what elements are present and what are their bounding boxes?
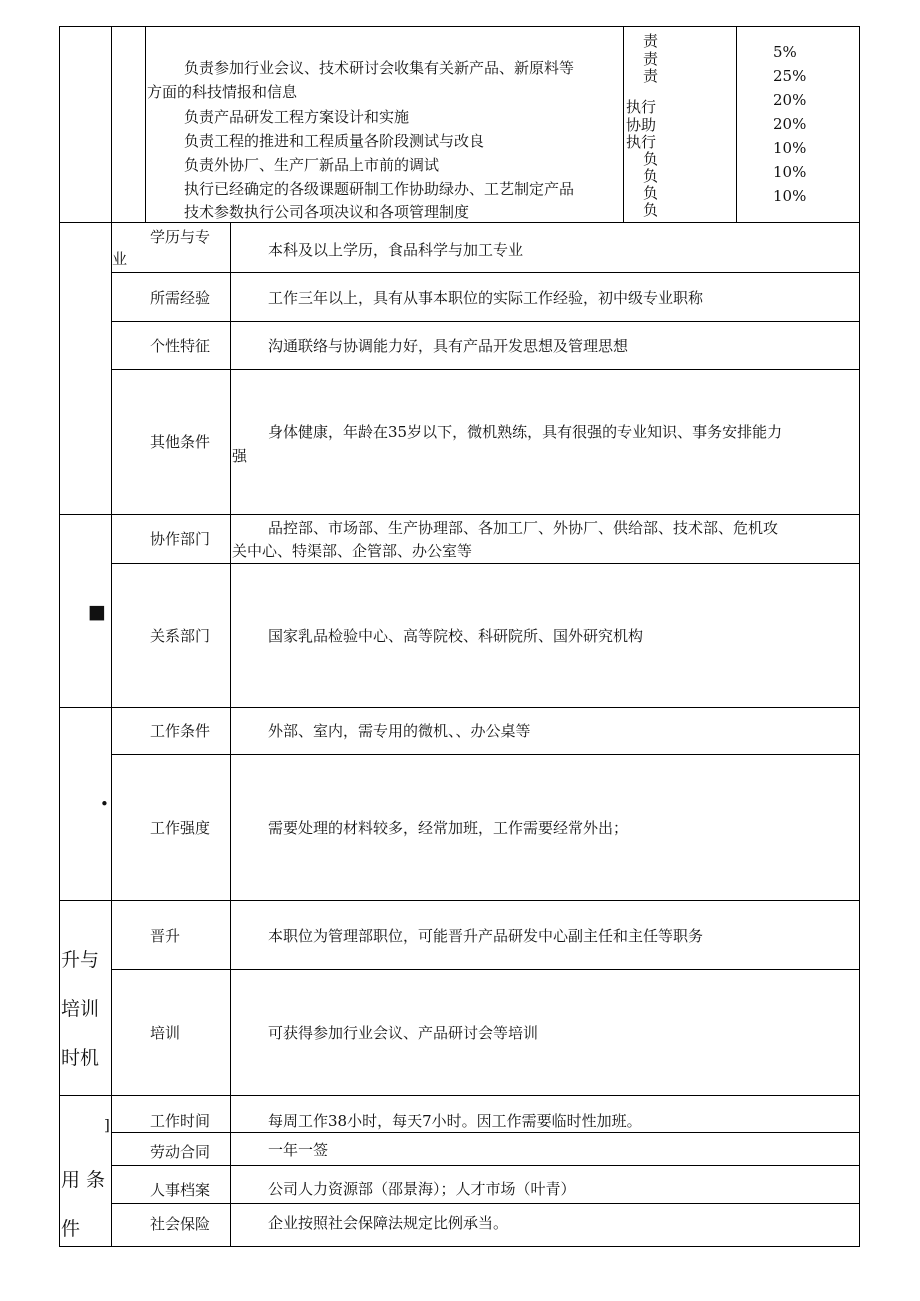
section-side-label: 培训 xyxy=(61,998,100,1020)
border-right xyxy=(859,26,860,1247)
duty-line: 执行已经确定的各级课题研制工作协助绿办、工艺制定产品 xyxy=(184,180,575,198)
row-label: 工作条件 xyxy=(150,722,211,740)
row-line xyxy=(59,514,860,515)
weight-percent: 10% xyxy=(773,163,807,181)
row-value: 可获得参加行业会议、产品研讨会等培训 xyxy=(268,1024,539,1042)
row-label: 社会保险 xyxy=(150,1215,211,1233)
row-line xyxy=(111,563,860,564)
row-value: 工作三年以上，具有从事本职位的实际工作经验，初中级专业职称 xyxy=(268,289,704,307)
duty-line: 负责产品研发工程方案设计和实施 xyxy=(184,108,410,126)
section-side-label: 用 条 xyxy=(61,1169,106,1191)
row-value: 公司人力资源部（邵景海）；人才市场（叶青） xyxy=(268,1180,576,1198)
role-label: 执行 xyxy=(626,133,657,151)
row-value: 关中心、特渠部、企管部、办公室等 xyxy=(232,542,473,560)
row-line xyxy=(59,222,860,223)
role-label: 责 xyxy=(643,67,659,85)
weight-percent: 5% xyxy=(773,43,797,61)
col-divider-3 xyxy=(623,26,624,222)
role-label: 责 xyxy=(643,32,659,50)
row-line xyxy=(111,969,860,970)
col-divider-1 xyxy=(111,26,112,1247)
row-line xyxy=(111,1203,860,1204)
row-line xyxy=(111,754,860,755)
col-divider-2 xyxy=(145,26,146,222)
section-side-mark: • xyxy=(100,795,109,813)
border-left xyxy=(59,26,60,1247)
row-label: 学历与专 xyxy=(150,228,211,246)
duty-line: 技术参数执行公司各项决议和各项管理制度 xyxy=(184,203,470,221)
row-label: 晋升 xyxy=(150,927,181,945)
row-line xyxy=(111,272,860,273)
row-label: 个性特征 xyxy=(150,337,211,355)
row-value: 企业按照社会保障法规定比例承当。 xyxy=(268,1214,509,1232)
role-label: 执行 xyxy=(626,98,657,116)
row-line xyxy=(59,1095,860,1096)
row-label: 所需经验 xyxy=(150,289,211,307)
row-line xyxy=(59,900,860,901)
duty-line: 方面的科技情报和信息 xyxy=(147,83,298,101)
weight-percent: 10% xyxy=(773,187,807,205)
section-side-mark: 业 xyxy=(112,250,128,268)
duty-line: 负责外协厂、生产厂新品上市前的调试 xyxy=(184,156,440,174)
row-label: 工作时间 xyxy=(150,1112,211,1130)
row-value: 品控部、市场部、生产协理部、各加工厂、外协厂、供给部、技术部、危机攻 xyxy=(268,519,779,537)
weight-percent: 25% xyxy=(773,67,807,85)
row-label: 劳动合同 xyxy=(150,1143,211,1161)
row-line xyxy=(59,707,860,708)
role-label: 负 xyxy=(643,201,659,219)
row-value: 每周工作38小时，每天7小时。因工作需要临时性加班。 xyxy=(268,1112,642,1130)
row-label: 培训 xyxy=(150,1024,181,1042)
row-value: 沟通联络与协调能力好，具有产品开发思想及管理思想 xyxy=(268,337,629,355)
row-value: 身体健康，年龄在35岁以下，微机熟练，具有很强的专业知识、事务安排能力 xyxy=(268,423,783,441)
row-label: 协作部门 xyxy=(150,530,211,548)
row-line xyxy=(111,369,860,370)
row-label: 其他条件 xyxy=(150,433,211,451)
role-label: 协助 xyxy=(626,116,657,134)
duty-line: 负责工程的推进和工程质量各阶段测试与改良 xyxy=(184,132,485,150)
border-bottom xyxy=(59,1246,860,1247)
row-value: 本职位为管理部职位，可能晋升产品研发中心副主任和主任等职务 xyxy=(268,927,704,945)
role-label: 负 xyxy=(643,150,659,168)
role-label: 负 xyxy=(643,167,659,185)
row-value: 外部、室内，需专用的微机、、办公桌等 xyxy=(268,722,531,740)
row-value: 需要处理的材料较多，经常加班，工作需要经常外出； xyxy=(268,819,629,837)
section-side-label: 时机 xyxy=(61,1047,100,1069)
col-divider-4 xyxy=(736,26,737,222)
row-line xyxy=(111,1132,860,1133)
weight-percent: 20% xyxy=(773,91,807,109)
weight-percent: 20% xyxy=(773,115,807,133)
role-label: 负 xyxy=(643,184,659,202)
border-top xyxy=(59,26,860,27)
section-side-mark: ■ xyxy=(88,601,106,623)
row-line xyxy=(111,321,860,322)
section-side-mark: ] xyxy=(104,1116,110,1134)
role-label: 责 xyxy=(643,50,659,68)
row-value: 国家乳品检验中心、高等院校、科研院所、国外研究机构 xyxy=(268,627,644,645)
col-divider-label xyxy=(230,222,231,1247)
row-value: 本科及以上学历，食品科学与加工专业 xyxy=(268,241,524,259)
row-value: 一年一签 xyxy=(268,1141,329,1159)
row-label: 关系部门 xyxy=(150,627,211,645)
row-label: 人事档案 xyxy=(150,1181,211,1199)
duty-line: 负责参加行业会议、技术研讨会收集有关新产品、新原料等 xyxy=(184,59,575,77)
row-label: 工作强度 xyxy=(150,819,211,837)
row-line xyxy=(111,1165,860,1166)
section-side-label: 升与 xyxy=(61,949,100,971)
row-value: 强 xyxy=(232,447,248,465)
section-side-label: 件 xyxy=(61,1218,81,1240)
weight-percent: 10% xyxy=(773,139,807,157)
